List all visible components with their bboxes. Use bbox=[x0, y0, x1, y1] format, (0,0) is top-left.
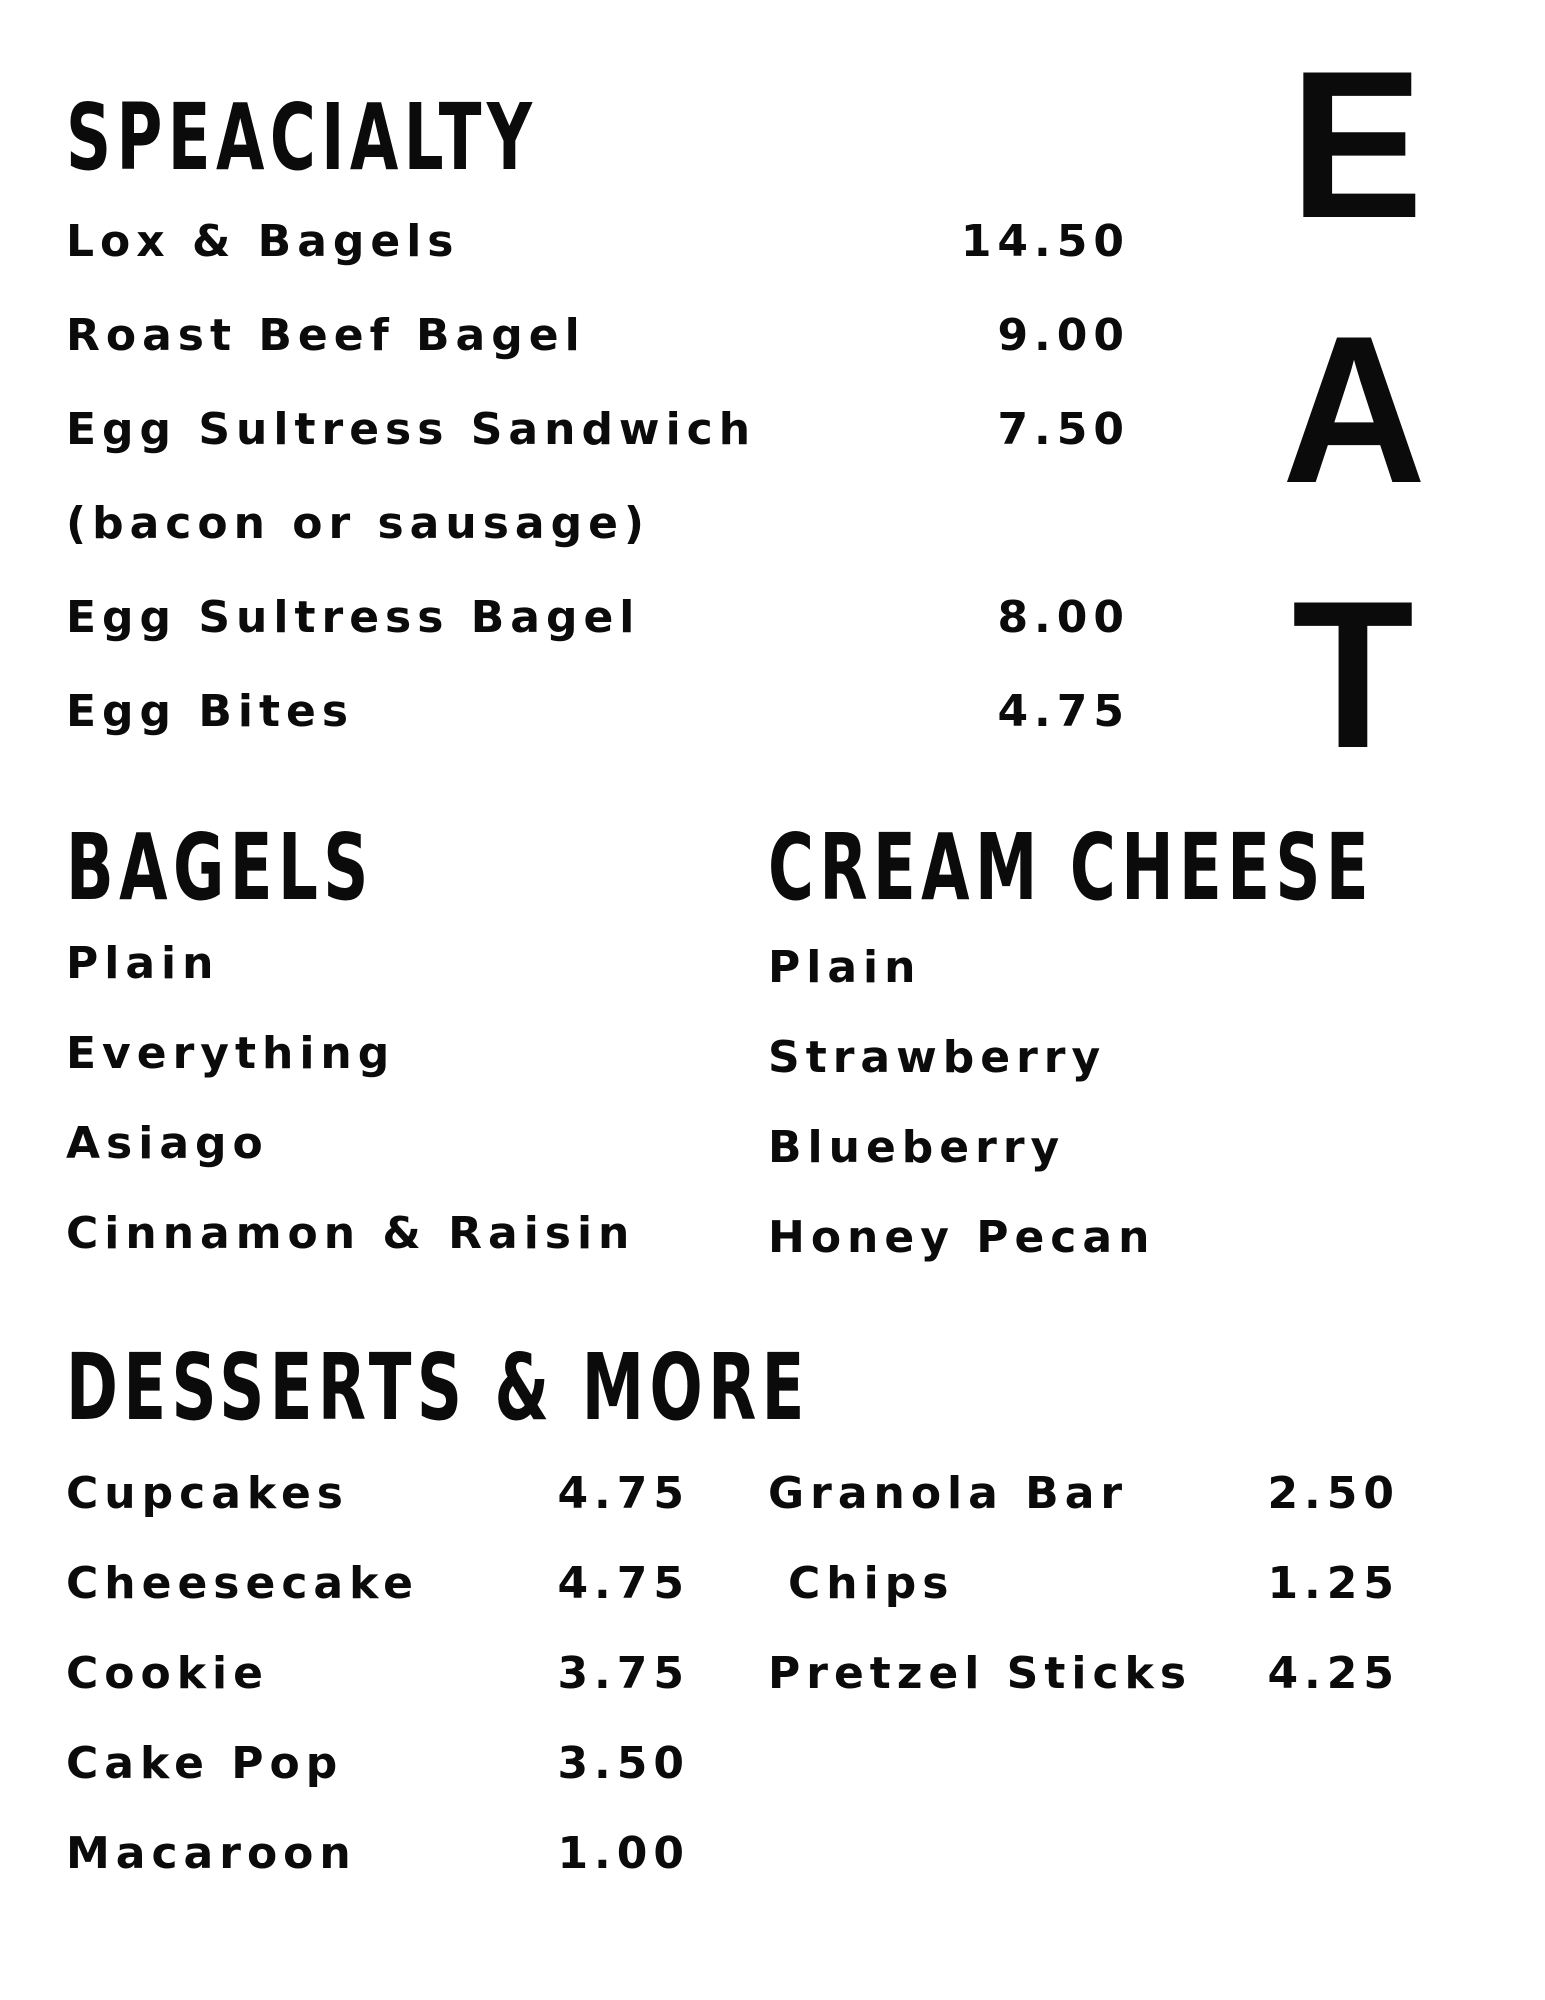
specialty-item-price: 8.00 bbox=[997, 592, 1130, 643]
cream-cheese-item: Honey Pecan bbox=[768, 1212, 1156, 1263]
specialty-item-name: Egg Sultress Sandwich bbox=[66, 404, 757, 455]
bagel-item: Plain bbox=[66, 938, 220, 989]
dessert-item-price: 4.75 bbox=[557, 1468, 690, 1519]
bagel-item: Cinnamon & Raisin bbox=[66, 1208, 636, 1259]
dessert-item-price: 4.75 bbox=[557, 1558, 690, 1609]
more-item-price: 2.50 bbox=[1267, 1468, 1400, 1519]
eat-letter-e: E bbox=[1290, 27, 1424, 262]
more-item-name: Granola Bar bbox=[768, 1468, 1129, 1519]
specialty-item-price: 4.75 bbox=[997, 686, 1130, 737]
more-item-price: 4.25 bbox=[1267, 1648, 1400, 1699]
dessert-item-name: Cookie bbox=[66, 1648, 269, 1699]
specialty-item-price: 9.00 bbox=[997, 310, 1130, 361]
specialty-item-name: Egg Bites bbox=[66, 686, 355, 737]
dessert-item-price: 3.75 bbox=[557, 1648, 690, 1699]
cream-cheese-heading: CREAM CHEESE bbox=[768, 814, 1375, 921]
specialty-item-name: Lox & Bagels bbox=[66, 216, 460, 267]
more-item-name: Pretzel Sticks bbox=[768, 1648, 1193, 1699]
more-item-price: 1.25 bbox=[1267, 1558, 1400, 1609]
specialty-item-price: 7.50 bbox=[997, 404, 1130, 455]
eat-letter-a: A bbox=[1282, 292, 1427, 527]
dessert-item-name: Cheesecake bbox=[66, 1558, 420, 1609]
bagels-heading: BAGELS bbox=[66, 814, 374, 921]
dessert-item-price: 3.50 bbox=[557, 1738, 690, 1789]
cream-cheese-item: Blueberry bbox=[768, 1122, 1066, 1173]
dessert-item-name: Macaroon bbox=[66, 1828, 357, 1879]
eat-letter-t: T bbox=[1292, 557, 1414, 792]
dessert-item-price: 1.00 bbox=[557, 1828, 690, 1879]
bagel-item: Asiago bbox=[66, 1118, 269, 1169]
bagel-item: Everything bbox=[66, 1028, 396, 1079]
cream-cheese-item: Plain bbox=[768, 942, 922, 993]
more-item-name: Chips bbox=[788, 1558, 955, 1609]
specialty-item-name: Egg Sultress Bagel bbox=[66, 592, 641, 643]
desserts-heading: DESSERTS & MORE bbox=[66, 1334, 810, 1441]
specialty-item-name: Roast Beef Bagel bbox=[66, 310, 586, 361]
dessert-item-name: Cake Pop bbox=[66, 1738, 344, 1789]
cream-cheese-item: Strawberry bbox=[768, 1032, 1107, 1083]
specialty-heading: SPEACIALTY bbox=[66, 84, 538, 191]
specialty-item-note: (bacon or sausage) bbox=[66, 498, 651, 549]
dessert-item-name: Cupcakes bbox=[66, 1468, 349, 1519]
specialty-item-price: 14.50 bbox=[960, 216, 1130, 267]
